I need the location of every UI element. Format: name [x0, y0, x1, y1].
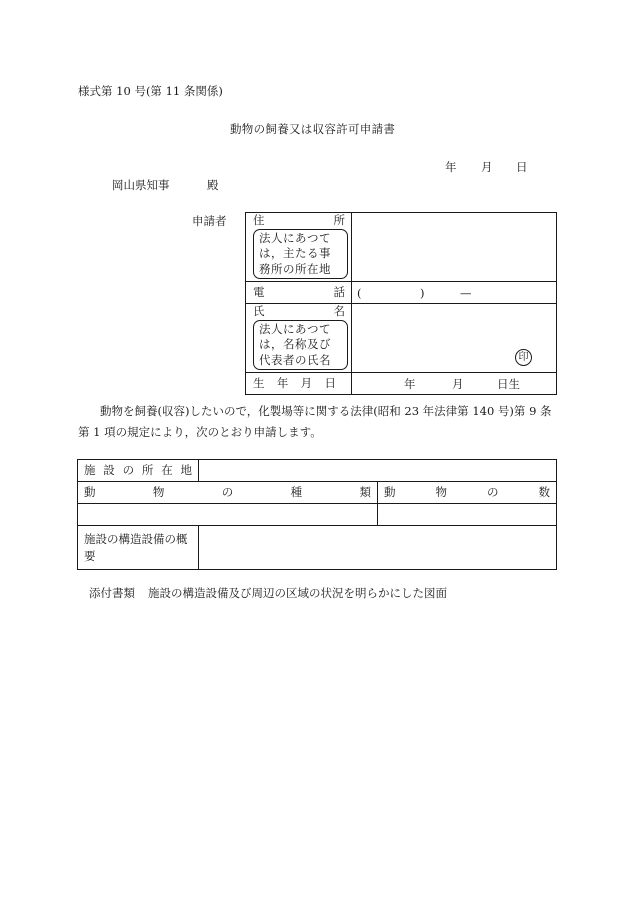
phone-value-cell[interactable]	[352, 282, 557, 304]
date-month-label: 月	[481, 160, 493, 174]
name-row	[246, 304, 557, 373]
attachment-text: 施設の構造設備及び周辺の区域の状況を明らかにした図面	[148, 586, 447, 600]
date-day-label: 日	[516, 160, 528, 174]
address-note: 法人にあつて は，主たる事 務所の所在地	[253, 229, 348, 280]
birth-day-label: 日生	[497, 376, 520, 391]
birthdate-row	[246, 373, 557, 395]
addressee-name: 岡山県知事	[112, 178, 170, 192]
animal-header-row	[78, 482, 557, 504]
applicant-label: 申請者	[192, 214, 227, 228]
structure-value-cell[interactable]	[199, 526, 557, 570]
animal-count-header	[378, 482, 557, 504]
animal-value-row	[78, 504, 557, 526]
name-value-cell[interactable]	[352, 304, 557, 373]
animal-type-value-cell[interactable]	[78, 504, 378, 526]
phone-label-cell	[246, 282, 352, 304]
name-label: 氏 名	[253, 304, 345, 318]
birth-year-label: 年	[404, 376, 416, 391]
birthdate-label: 生 年 月 日	[253, 375, 336, 390]
phone-row	[246, 282, 557, 304]
phone-label: 電 話	[253, 284, 345, 299]
birthdate-label-cell	[246, 373, 352, 395]
name-note: 法人にあつて は，名称及び 代表者の氏名	[253, 320, 348, 371]
body-text-line1: 動物を飼養(収容)したいので，化製場等に関する法律(昭和 23 年法律第 140 号)第 9 条	[100, 404, 552, 418]
attachment-label: 添付書類	[89, 586, 135, 600]
structure-row	[78, 526, 557, 570]
birthdate-value-cell[interactable]	[352, 373, 557, 395]
location-label-cell	[78, 460, 199, 482]
facility-table	[77, 459, 557, 570]
address-value-cell[interactable]	[352, 213, 557, 282]
animal-count-value-cell[interactable]	[378, 504, 557, 526]
location-label: 施 設 の 所 在 地	[84, 462, 192, 477]
animal-type-header	[78, 482, 378, 504]
birth-month-label: 月	[452, 376, 464, 391]
phone-paren-close: )	[420, 285, 425, 300]
phone-paren-open: (	[357, 285, 362, 300]
structure-label-cell: 施設の構造設備の概 要	[78, 526, 199, 570]
location-value-cell[interactable]	[199, 460, 557, 482]
animal-count-label: 動 物 の 数	[384, 484, 550, 499]
phone-dash: —	[460, 285, 472, 300]
address-label: 住 所	[253, 213, 345, 227]
location-row	[78, 460, 557, 482]
address-row	[246, 213, 557, 282]
animal-type-label: 動 物 の 種 類	[84, 484, 371, 499]
applicant-table	[245, 212, 557, 395]
name-label-cell	[246, 304, 352, 373]
seal-mark: 印	[515, 349, 532, 366]
form-number: 様式第 10 号(第 11 条関係)	[78, 84, 223, 98]
addressee-honorific: 殿	[207, 178, 219, 192]
form-title: 動物の飼養又は収容許可申請書	[230, 122, 396, 136]
address-label-cell	[246, 213, 352, 282]
date-year-label: 年	[445, 160, 457, 174]
body-text-line2: 第 1 項の規定により，次のとおり申請します。	[78, 425, 322, 439]
